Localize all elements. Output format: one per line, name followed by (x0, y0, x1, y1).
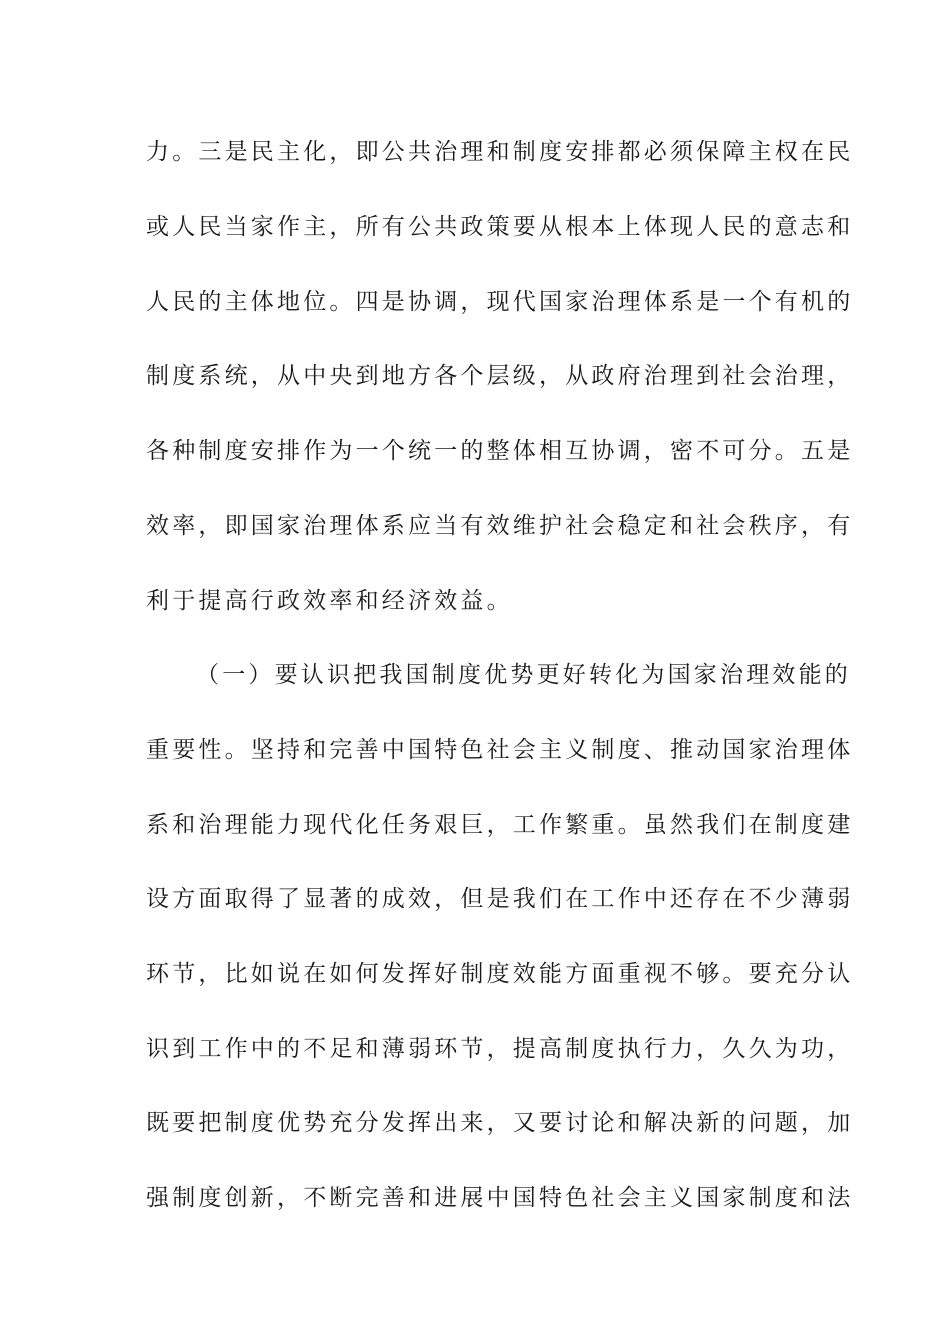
paragraph-line: 力。三是民主化，即公共治理和制度安排都必须保障主权在民 (146, 139, 854, 165)
paragraph-line: 或人民当家作主，所有公共政策要从根本上体现人民的意志和 (146, 214, 854, 240)
paragraph-line: 各种制度安排作为一个统一的整体相互协调，密不可分。五是 (146, 438, 854, 464)
paragraph-line: 人民的主体地位。四是协调，现代国家治理体系是一个有机的 (146, 289, 854, 315)
paragraph-line: 效率，即国家治理体系应当有效维护社会稳定和社会秩序，有 (146, 513, 854, 539)
paragraph-line: 强制度创新，不断完善和进展中国特色社会主义国家制度和法 (146, 1185, 854, 1211)
paragraph-line: 利于提高行政效率和经济效益。 (146, 588, 513, 614)
paragraph-line: 重要性。坚持和完善中国特色社会主义制度、推动国家治理体 (146, 737, 854, 763)
paragraph-line: 系和治理能力现代化任务艰巨，工作繁重。虽然我们在制度建 (146, 812, 854, 838)
paragraph-line: 设方面取得了显著的成效，但是我们在工作中还存在不少薄弱 (146, 886, 854, 912)
paragraph-line: 制度系统，从中央到地方各个层级，从政府治理到社会治理， (146, 363, 854, 389)
paragraph-line: 既要把制度优势充分发挥出来，又要讨论和解决新的问题，加 (146, 1110, 854, 1136)
paragraph-line: 环节，比如说在如何发挥好制度效能方面重视不够。要充分认 (146, 961, 854, 987)
section-heading-line: （一）要认识把我国制度优势更好转化为国家治理效能的 (196, 662, 851, 688)
paragraph-line: 识到工作中的不足和薄弱环节，提高制度执行力，久久为功， (146, 1036, 854, 1062)
